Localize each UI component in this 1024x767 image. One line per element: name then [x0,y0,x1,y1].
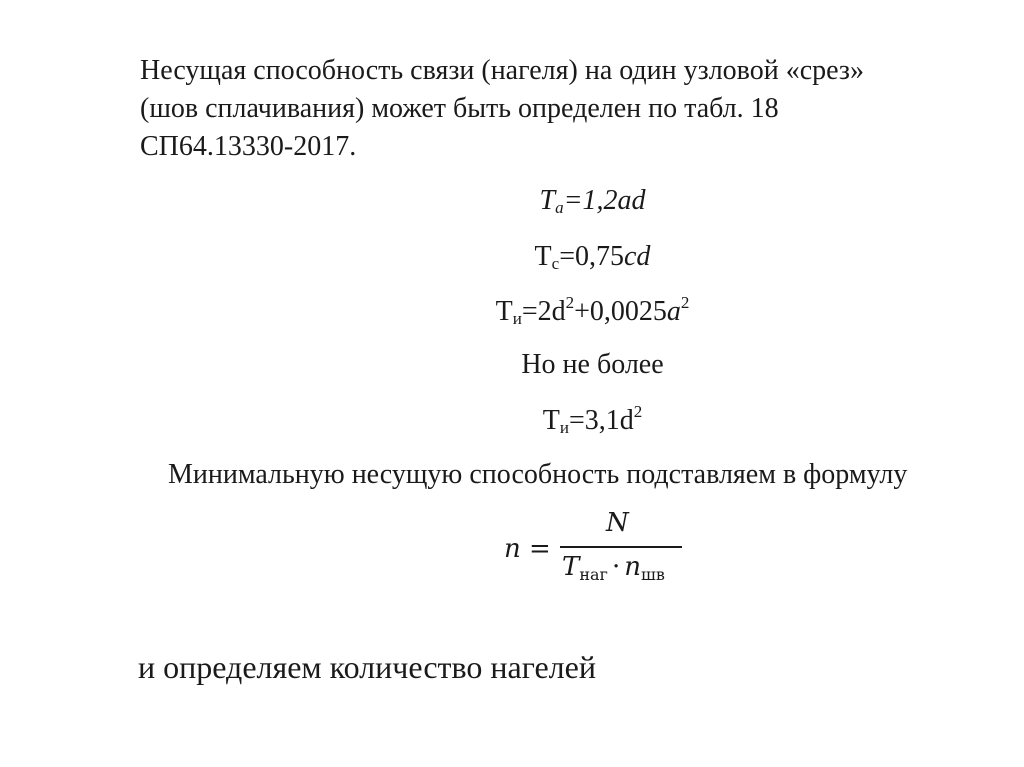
formula-ta [0,184,1024,218]
formula-ta-symbol: T [539,185,556,216]
formula-tu-subscript: и [512,309,522,328]
den-t-subscript: наг [579,565,608,584]
formula-tu-exp1: 2 [565,293,575,312]
substitute-text: Минимальную несущую способность подставляем в формулу [168,459,908,490]
outro-text: и определяем количество нагелей [138,649,596,685]
intro-paragraph [140,52,930,166]
formula-tu [0,295,1024,329]
formula-tu-var: a [666,296,681,327]
formula-tc-vars: cd [624,241,651,272]
formula-tu-part2: +0,0025 [574,296,667,327]
formula-tc-subscript: c [551,254,560,273]
fraction-numerator: N [606,508,629,538]
no-more-than-text: Но не более [521,349,664,380]
formula-tu-max-exp1: 2 [633,402,643,421]
formula-ta-rhs: =1,2ad [563,185,646,216]
formula-tc-rhs: =0,75 [559,241,624,272]
den-n-symbol: n [624,552,641,582]
formula-tu-part1: =2d [521,296,566,327]
fraction-denominator [562,552,665,584]
formula-tc-symbol: T [534,241,552,272]
formula-tu-max-subscript: и [559,418,569,437]
formula-tu-max-symbol: T [542,405,560,436]
fraction-bar [560,546,682,548]
intro-line-2: (шов сплачивания) может быть определен по табл. 18 [140,93,779,124]
fraction-lhs: n = [504,534,551,564]
den-n-subscript: шв [640,565,665,584]
den-t-symbol: T [562,552,580,582]
formula-tu-exp2: 2 [680,293,690,312]
intro-line-1: Несущая способность связи (нагеля) на один узловой «срез» [140,55,864,86]
den-dot: · [611,552,621,582]
formula-tc [0,240,1024,274]
formula-tu-symbol: T [495,296,513,327]
formula-tu-max-part1: =3,1d [568,405,634,436]
formula-tu-max [0,404,1024,438]
intro-line-3: СП64.13330-2017. [140,131,357,162]
formula-ta-subscript: a [555,198,564,217]
fraction-formula [504,508,684,588]
